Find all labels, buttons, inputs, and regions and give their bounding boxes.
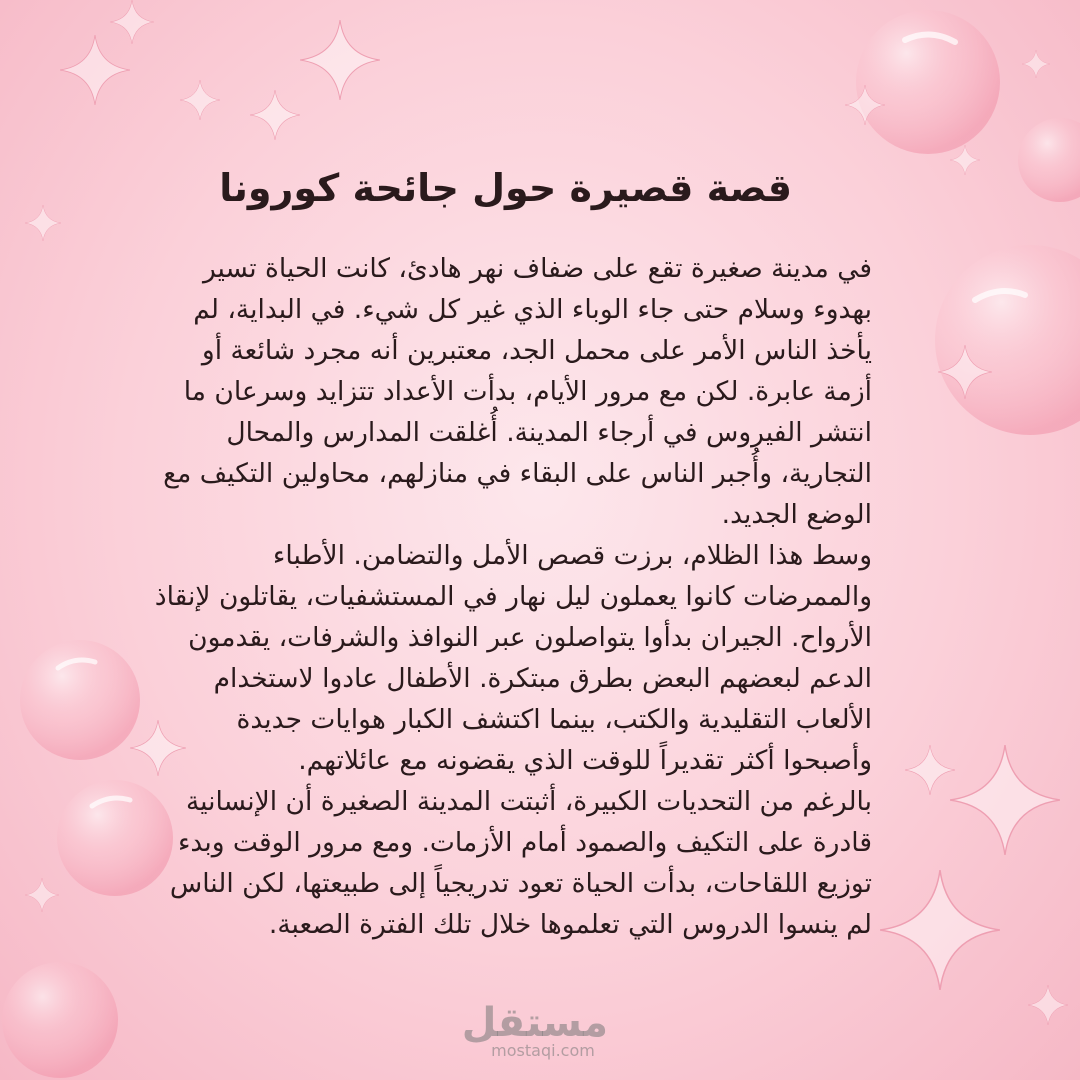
sparkle-icon <box>110 0 154 44</box>
sparkle-icon <box>25 205 61 241</box>
sparkle-icon <box>880 870 1000 990</box>
sparkle-icon <box>905 745 955 795</box>
bubble-2 <box>1018 118 1080 202</box>
story-body <box>150 248 872 945</box>
sparkle-icon <box>300 20 380 100</box>
sparkle-icon <box>950 745 1060 855</box>
bubble-3 <box>935 245 1080 435</box>
story-paragraph: بالرغم من التحديات الكبيرة، أثبتت المدينة الصغيرة أن الإنسانية قادرة على التكيف والصمود أمام الأزمات. ومع مرور الوقت وبدء توزيع اللقاحات، بدأت الحياة تعود تدريجياً إلى طبيعتها، لكن الناس لم ينسوا الدروس التي تعلموها خلال تلك الفترة الصعبة. <box>169 786 872 940</box>
story-title: قصة قصيرة حول جائحة كورونا <box>219 166 792 210</box>
sparkle-icon <box>180 80 220 120</box>
story-paragraph: وسط هذا الظلام، برزت قصص الأمل والتضامن. الأطباء والممرضات كانوا يعملون ليل نهار في المستشفيات، يقاتلون لإنقاذ الأرواح. الجيران بدأوا يتواصلون عبر النوافذ والشرفات، يقدمون الدعم لبعضهم البعض بطرق مبتكرة. الأطفال عادوا لاستخدام الألعاب التقليدية والكتب، بينما اكتشف الكبار هوايات جديدة وأصبحوا أكثر تقديراً للوقت الذي يقضونه مع عائلاتهم. <box>154 540 872 776</box>
sparkle-icon <box>1028 985 1068 1025</box>
watermark <box>461 1000 608 1060</box>
sparkle-icon <box>950 145 980 175</box>
sparkle-icon <box>25 878 59 912</box>
watermark-logo: مستقل <box>461 1000 608 1046</box>
watermark-domain: mostaqi.com <box>491 1041 595 1060</box>
bubble-6 <box>2 962 118 1078</box>
sparkle-icon <box>60 35 130 105</box>
sparkle-icon <box>250 90 300 140</box>
sparkle-icon <box>1022 50 1050 78</box>
story-paragraph: في مدينة صغيرة تقع على ضفاف نهر هادئ، كانت الحياة تسير بهدوء وسلام حتى جاء الوباء الذي غير كل شيء. في البداية، لم يأخذ الناس الأمر على محمل الجد، معتبرين أنه مجرد شائعة أو أزمة عابرة. لكن مع مرور الأيام، بدأت الأعداد تتزايد وسرعان ما انتشر الفيروس في أرجاء المدينة. أُغلقت المدارس والمحال التجارية، وأُجبر الناس على البقاء في منازلهم، محاولين التكيف مع الوضع الجديد. <box>163 253 872 530</box>
